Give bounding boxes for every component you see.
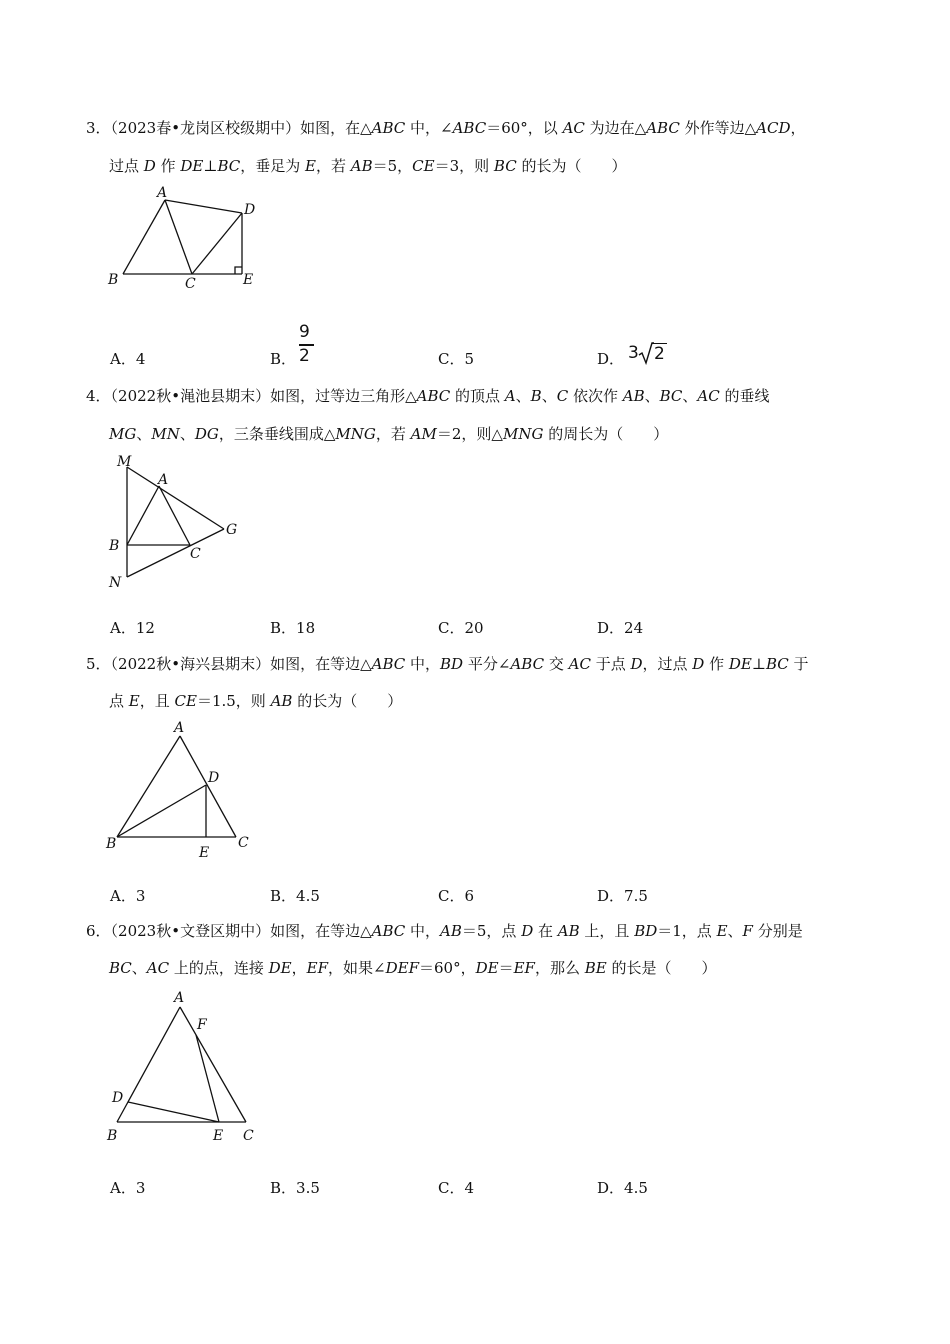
segment-ac: [159, 486, 190, 545]
label-d: D: [112, 1090, 124, 1106]
question-3-option-c[interactable]: C．5: [438, 350, 475, 368]
label-e: E: [213, 1128, 224, 1144]
question-4-option-d[interactable]: D．24: [597, 619, 644, 637]
label-d: D: [244, 202, 256, 218]
question-5-option-a[interactable]: A．3: [110, 887, 146, 905]
label-b: B: [106, 836, 117, 852]
label-c: C: [238, 835, 249, 851]
segment-ac: [180, 736, 236, 837]
label-a: A: [174, 990, 185, 1006]
question-6-figure: [100, 984, 270, 1144]
label-b: B: [108, 272, 119, 288]
label-n: N: [109, 575, 122, 591]
question-6-option-a[interactable]: A．3: [110, 1179, 146, 1197]
question-5-option-b[interactable]: B．4.5: [270, 887, 320, 905]
question-5-option-d[interactable]: D．7.5: [597, 887, 648, 905]
label-e: E: [243, 272, 254, 288]
question-5-line-2: 点 E，且 CE＝1.5，则 AB 的长为（ ）: [109, 692, 403, 710]
label-b: B: [109, 538, 120, 554]
segment-cd: [192, 213, 242, 274]
label-d: D: [208, 770, 220, 786]
segment-ac: [180, 1007, 246, 1122]
question-4-line-1: 4．（2022秋•渑池县期末）如图，过等边三角形△ABC 的顶点 A、B、C 依次作 AB、BC、AC 的垂线: [86, 387, 770, 405]
segment-ad: [165, 200, 242, 213]
question-6-option-b[interactable]: B．3.5: [270, 1179, 320, 1197]
question-3-figure: [100, 182, 270, 294]
label-c: C: [185, 276, 196, 292]
label-a: A: [174, 720, 185, 736]
question-4-figure: [100, 450, 250, 595]
question-6-option-c[interactable]: C．4: [438, 1179, 475, 1197]
question-3-option-a[interactable]: A．4: [110, 350, 146, 368]
segment-ab: [117, 736, 180, 837]
label-e: E: [199, 845, 210, 861]
label-c: C: [190, 546, 201, 562]
label-m: M: [117, 454, 132, 470]
question-3-line-1: 3．（2023春•龙岗区校级期中）如图，在△ABC 中，∠ABC＝60°，以 AC 为边在△ABC 外作等边△ACD，: [86, 119, 806, 137]
segment-ef: [196, 1035, 219, 1122]
question-4-option-a[interactable]: A．12: [110, 619, 155, 637]
segment-ng: [127, 529, 224, 577]
question-5-figure: [100, 716, 260, 864]
question-4-line-2: MG、MN、DG，三条垂线围成△MNG，若 AM＝2，则△MNG 的周长为（ ）: [109, 425, 669, 443]
label-f: F: [197, 1017, 207, 1033]
question-3-option-b[interactable]: B．: [270, 350, 297, 368]
question-5-option-c[interactable]: C．6: [438, 887, 475, 905]
segment-mg: [127, 467, 224, 529]
label-a: A: [158, 472, 169, 488]
question-6-line-1: 6．（2023秋•文登区期中）如图，在等边△ABC 中，AB＝5，点 D 在 AB 上，且 BD＝1，点 E、F 分别是: [86, 922, 803, 940]
segment-ab: [117, 1007, 180, 1122]
question-5-line-1: 5．（2022秋•海兴县期末）如图，在等边△ABC 中，BD 平分∠ABC 交 AC 于点 D，过点 D 作 DE⊥BC 于: [86, 655, 809, 673]
label-c: C: [243, 1128, 254, 1144]
question-3-line-2: 过点 D 作 DE⊥BC，垂足为 E，若 AB＝5，CE＝3，则 BC 的长为（ ）: [109, 157, 627, 175]
label-b: B: [107, 1128, 118, 1144]
segment-ac: [165, 200, 192, 274]
question-4-option-c[interactable]: C．20: [438, 619, 484, 637]
segment-de: [128, 1102, 219, 1122]
segment-ab: [127, 486, 159, 545]
question-6-option-d[interactable]: D．4.5: [597, 1179, 648, 1197]
question-4-option-b[interactable]: B．18: [270, 619, 316, 637]
question-6-line-2: BC、AC 上的点，连接 DE，EF，如果∠DEF＝60°，DE＝EF，那么 BE 的长是（ ）: [109, 959, 717, 977]
question-3-option-d[interactable]: D．: [597, 350, 625, 368]
label-g: G: [226, 522, 238, 538]
label-a: A: [157, 185, 168, 201]
segment-bd: [117, 785, 206, 837]
radical-three-root-two: 3 2: [628, 343, 665, 364]
segment-ab: [123, 200, 165, 274]
right-angle-mark: [235, 267, 242, 274]
